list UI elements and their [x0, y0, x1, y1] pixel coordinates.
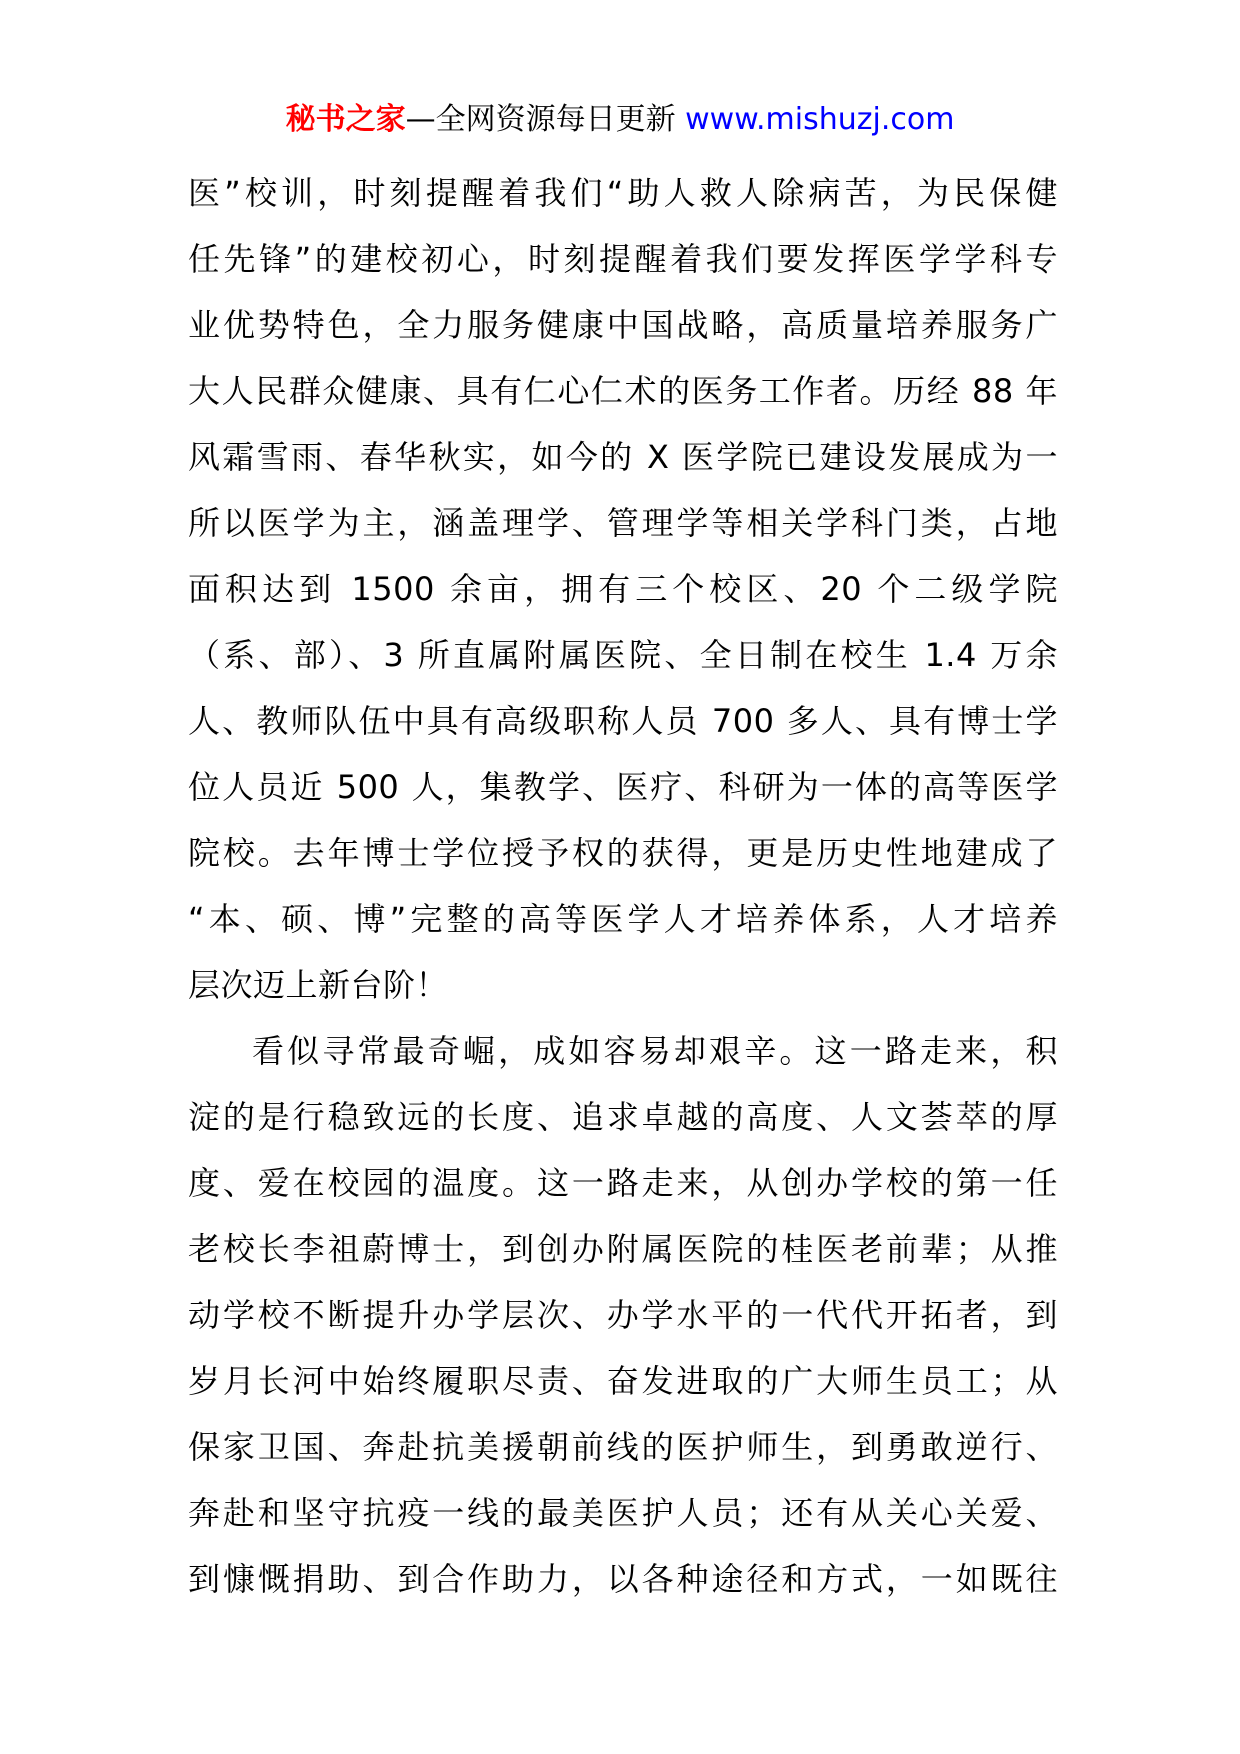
text-line: 面积达到 1500 余亩，拥有三个校区、20 个二级学院 [188, 570, 1058, 608]
text-line: 到慷慨捐助、到合作助力，以各种途径和方式，一如既往 [188, 1560, 1058, 1598]
text-line: 淀的是行稳致远的长度、追求卓越的高度、人文荟萃的厚 [188, 1098, 1058, 1136]
paragraph-2 [188, 1018, 1058, 1612]
text-line: 任先锋”的建校初心，时刻提醒着我们要发挥医学学科专 [188, 240, 1058, 278]
text-line: 所以医学为主，涵盖理学、管理学等相关学科门类，占地 [188, 504, 1058, 542]
text-line: 老校长李祖蔚博士，到创办附属医院的桂医老前辈；从推 [188, 1230, 1058, 1268]
text-line: 院校。去年博士学位授予权的获得，更是历史性地建成了 [188, 834, 1058, 872]
text-line: 位人员近 500 人，集教学、医疗、科研为一体的高等医学 [188, 768, 1058, 806]
text-line: 奔赴和坚守抗疫一线的最美医护人员；还有从关心关爱、 [188, 1494, 1058, 1532]
text-line: 医”校训，时刻提醒着我们“助人救人除病苦，为民保健 [188, 174, 1058, 212]
text-line: 岁月长河中始终履职尽责、奋发进取的广大师生员工；从 [188, 1362, 1058, 1400]
text-line: 人、教师队伍中具有高级职称人员 700 多人、具有博士学 [188, 702, 1058, 740]
text-line: “本、硕、博”完整的高等医学人才培养体系，人才培养 [188, 900, 1058, 938]
body-text [188, 160, 1058, 1612]
website-url[interactable]: www.mishuzj.com [685, 102, 955, 137]
header-tagline: —全网资源每日更新 [405, 102, 676, 137]
text-line: 度、爱在校园的温度。这一路走来，从创办学校的第一任 [188, 1164, 1058, 1202]
text-line: 大人民群众健康、具有仁心仁术的医务工作者。历经 88 年 [188, 372, 1058, 410]
text-line: 风霜雪雨、春华秋实，如今的 X 医学院已建设发展成为一 [188, 438, 1058, 476]
text-line: 看似寻常最奇崛，成如容易却艰辛。这一路走来，积 [252, 1032, 1058, 1070]
brand-name: 秘书之家 [285, 102, 406, 137]
paragraph-1 [188, 160, 1058, 1018]
text-line: 层次迈上新台阶！ [188, 966, 449, 1004]
page-header [0, 100, 1240, 140]
text-line: 业优势特色，全力服务健康中国战略，高质量培养服务广 [188, 306, 1058, 344]
text-line: 动学校不断提升办学层次、办学水平的一代代开拓者，到 [188, 1296, 1058, 1334]
text-line: 保家卫国、奔赴抗美援朝前线的医护师生，到勇敢逆行、 [188, 1428, 1058, 1466]
text-line: （系、部）、3 所直属附属医院、全日制在校生 1.4 万余 [188, 636, 1058, 674]
